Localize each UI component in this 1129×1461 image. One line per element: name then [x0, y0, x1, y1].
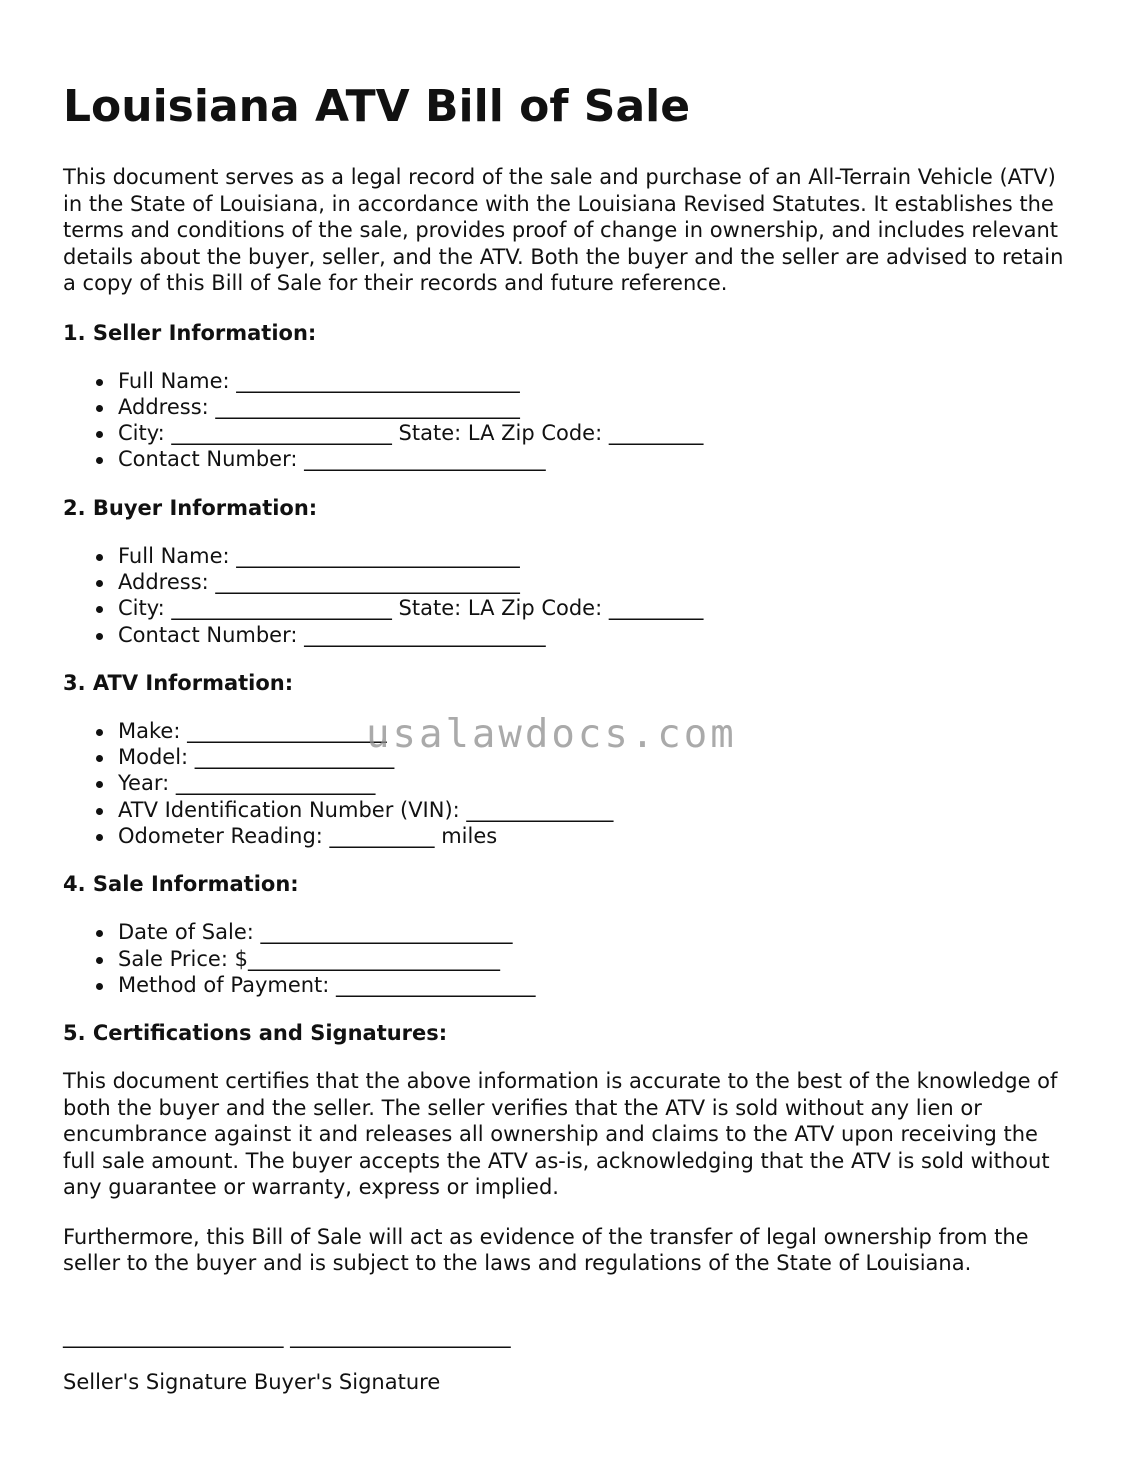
atv-year-field: Year: ___________________ — [118, 770, 1073, 796]
seller-address-field: Address: _____________________________ — [118, 394, 1073, 420]
seller-section-heading: 1. Seller Information: — [63, 320, 317, 345]
certification-paragraph: This document certifies that the above information is accurate to the best of the knowledge of both the buyer and the seller. The seller verifies that the ATV is sold without any lien or encumbrance against it and releases all ownership and claims to the ATV upon receiving the full sale amount. The buyer accepts the ATV as-is, acknowledging that the ATV is sold without any guarantee or warranty, express or implied. — [63, 1069, 1058, 1200]
buyer-info-list — [63, 543, 1073, 648]
buyer-contact-field: Contact Number: _______________________ — [118, 622, 1073, 648]
atv-make-field: Make: ___________________ — [118, 718, 1073, 744]
atv-vin-field: ATV Identification Number (VIN): ______________ — [118, 797, 1073, 823]
signature-labels: Seller's Signature Buyer's Signature — [63, 1369, 441, 1394]
buyer-section-heading: 2. Buyer Information: — [63, 495, 318, 520]
sale-price-field: Sale Price: $________________________ — [118, 946, 1073, 972]
atv-model-field: Model: ___________________ — [118, 744, 1073, 770]
seller-contact-field: Contact Number: _______________________ — [118, 446, 1073, 472]
seller-city-state-zip-field: City: _____________________ State: LA Zip Code: _________ — [118, 420, 1073, 446]
buyer-address-field: Address: _____________________________ — [118, 569, 1073, 595]
payment-method-field: Method of Payment: ___________________ — [118, 972, 1073, 998]
sale-date-field: Date of Sale: ________________________ — [118, 919, 1073, 945]
sale-info-list — [63, 919, 1073, 998]
atv-section-heading: 3. ATV Information: — [63, 670, 294, 695]
seller-full-name-field: Full Name: ___________________________ — [118, 368, 1073, 394]
intro-paragraph: This document serves as a legal record of the sale and purchase of an All-Terrain Vehicle (ATV) in the State of Louisiana, in accordance with the Louisiana Revised Statutes. It establishes the terms and conditions of the sale, provides proof of change in ownership, and includes relevant details about the buyer, seller, and the ATV. Both the buyer and the seller are advised to retain a copy of this Bill of Sale for their records and future reference. — [63, 165, 1064, 295]
transfer-paragraph: Furthermore, this Bill of Sale will act as evidence of the transfer of legal ownership from the seller to the buyer and is subject to the laws and regulations of the State of Louisiana. — [63, 1224, 1029, 1276]
certifications-section-heading: 5. Certifications and Signatures: — [63, 1021, 448, 1046]
buyer-full-name-field: Full Name: ___________________________ — [118, 543, 1073, 569]
watermark: usalawdocs.com — [366, 712, 737, 757]
atv-odometer-field: Odometer Reading: __________ miles — [118, 823, 1073, 849]
seller-info-list — [63, 368, 1073, 473]
sale-section-heading: 4. Sale Information: — [63, 872, 299, 897]
signature-lines: _____________________ _____________________ — [63, 1323, 511, 1348]
document-title: Louisiana ATV Bill of Sale — [63, 81, 691, 132]
buyer-city-state-zip-field: City: _____________________ State: LA Zip Code: _________ — [118, 595, 1073, 621]
